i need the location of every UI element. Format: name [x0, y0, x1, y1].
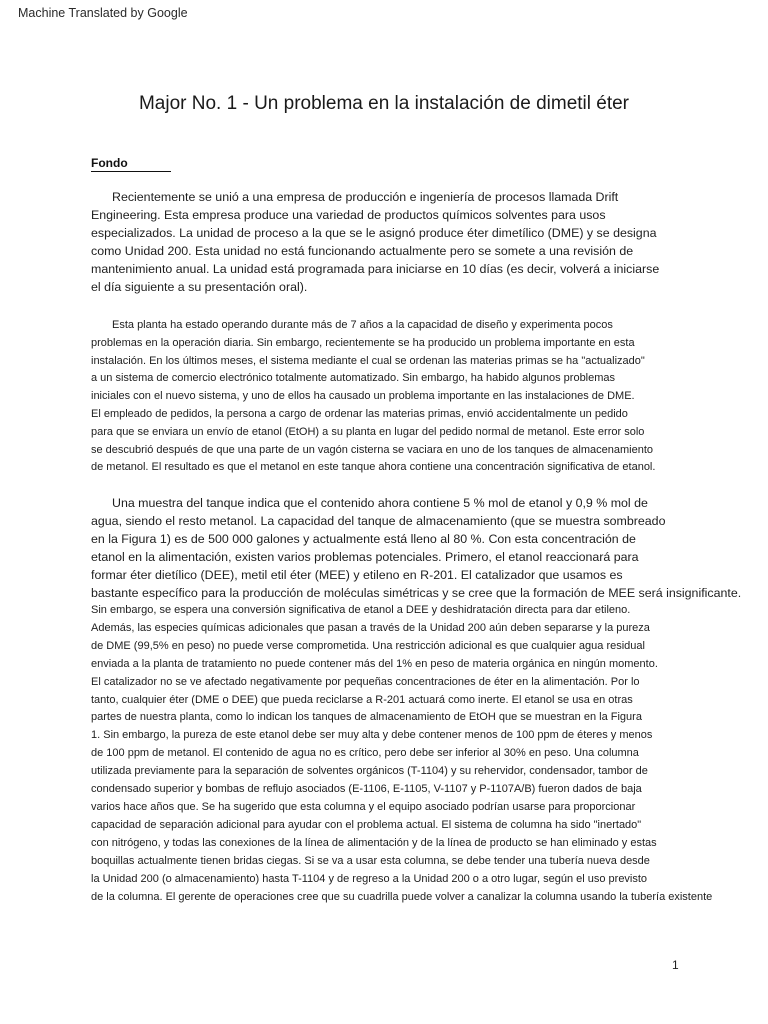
- paragraph-4: [91, 602, 712, 906]
- text-line: la Unidad 200 (o almacenamiento) hasta T-1104 y de regreso a la Unidad 200 o a otro lugar, según el uso previsto: [91, 872, 648, 885]
- text-line: El catalizador no se ve afectado negativamente por pequeñas concentraciones de éter en la alimentación. Por lo: [91, 675, 640, 688]
- text-line: de 100 ppm de metanol. El contenido de agua no es crítico, pero debe ser inferior al 30% en peso. Una columna: [91, 747, 639, 760]
- text-line: de la columna. El gerente de operaciones cree que su cuadrilla puede volver a canalizar la columna usando la tubería existente: [91, 890, 713, 903]
- text-line: etanol en la alimentación, existen varios problemas potenciales. Primero, el etanol reaccionará para: [91, 549, 639, 564]
- text-line: el día siguiente a su presentación oral).: [91, 279, 308, 294]
- text-line: como Unidad 200. Esta unidad no está funcionando actualmente pero se somete a una revisión de: [91, 243, 634, 258]
- page-number: 1: [672, 958, 679, 972]
- text-line: Sin embargo, se espera una conversión significativa de etanol a DEE y deshidratación directa para dar etileno.: [91, 604, 631, 616]
- text-line: Una muestra del tanque indica que el contenido ahora contiene 5 % mol de etanol y 0,9 % mol de: [112, 496, 648, 510]
- text-line: instalación. En los últimos meses, el sistema mediante el cual se ordenan las materias primas se ha "actualizado": [91, 354, 645, 367]
- text-line: partes de nuestra planta, como lo indican los tanques de almacenamiento de EtOH que se muestran en la Figura: [91, 711, 642, 724]
- text-line: se descubrió después de que una parte de un vagón cisterna se vaciara en uno de los tanques de almacenamiento: [91, 443, 653, 456]
- text-line: mantenimiento anual. La unidad está programada para iniciarse en 10 días (es decir, volverá a iniciarse: [91, 261, 660, 276]
- page-title: Major No. 1 - Un problema en la instalación de dimetil éter: [138, 93, 629, 114]
- paragraph-3: [91, 495, 741, 602]
- text-line: de DME (99,5% en peso) no puede verse comprometida. Una restricción adicional es que cualquier agua residual: [91, 639, 645, 652]
- text-line: 1. Sin embargo, la pureza de este etanol debe ser muy alta y debe contener menos de 100 ppm de éteres y menos: [91, 729, 653, 742]
- text-line: enviada a la planta de tratamiento no puede contener más del 1% en peso de materia orgánica en ningún momento.: [91, 657, 658, 670]
- text-line: problemas en la operación diaria. Sin embargo, recientemente se ha producido un problema importante en esta: [91, 336, 635, 349]
- machine-translation-banner: Machine Translated by Google: [18, 6, 188, 20]
- text-line: Engineering. Esta empresa produce una variedad de productos químicos solventes para usos: [91, 207, 606, 222]
- text-line: especializados. La unidad de proceso a la que se le asignó produce éter dimetílico (DME) y se designa: [91, 225, 657, 240]
- text-line: tanto, cualquier éter (DME o DEE) que pueda reciclarse a R-201 actuará como inerte. El etanol se usa en otras: [91, 693, 633, 706]
- text-line: de metanol. El resultado es que el metanol en este tanque ahora contiene una concentración significativa de etanol.: [91, 461, 656, 474]
- text-line: con nitrógeno, y todas las conexiones de la línea de alimentación y de la línea de producto se han eliminado y estas: [91, 836, 657, 849]
- paragraph-1: [91, 189, 659, 296]
- text-line: Esta planta ha estado operando durante más de 7 años a la capacidad de diseño y experimenta pocos: [112, 319, 613, 331]
- text-line: condensado superior y bombas de reflujo asociados (E-1106, E-1105, V-1107 y P-1107A/B) fueron dados de baja: [91, 783, 642, 796]
- text-line: bastante específico para la producción de moléculas simétricas y se cree que la formación de MEE será insignificante.: [91, 585, 742, 600]
- text-line: para que se enviara un envío de etanol (EtOH) a su planta en lugar del pedido normal de metanol. Este error solo: [91, 425, 645, 438]
- text-line: Recientemente se unió a una empresa de producción e ingeniería de procesos llamada Drift: [112, 190, 619, 204]
- text-line: a un sistema de comercio electrónico totalmente automatizado. Sin embargo, ha habido algunos problemas: [91, 372, 616, 385]
- text-line: iniciales con el nuevo sistema, y uno de ellos ha causado un problema importante en las instalaciones de DME.: [91, 390, 635, 403]
- paragraph-2: [91, 317, 655, 477]
- section-heading: Fondo: [91, 156, 128, 170]
- text-line: Además, las especies químicas adicionales que pasan a través de la Unidad 200 aún deben separarse y la pureza: [91, 621, 650, 634]
- text-line: agua, siendo el resto metanol. La capacidad del tanque de almacenamiento (que se muestra sombreado: [91, 513, 666, 528]
- text-line: en la Figura 1) es de 500 000 galones y actualmente está lleno al 80 %. Con esta concentración de: [91, 531, 636, 546]
- text-line: boquillas actualmente tienen bridas ciegas. Si se va a usar esta columna, se debe tender una tubería nueva desde: [91, 854, 650, 867]
- text-line: varios hace años que. Se ha sugerido que esta columna y el equipo asociado podrían usarse para proporcionar: [91, 800, 636, 813]
- text-line: El empleado de pedidos, la persona a cargo de ordenar las materias primas, envió accidentalmente un pedido: [91, 407, 628, 420]
- text-line: utilizada previamente para la separación de solventes orgánicos (T-1104) y su rehervidor, condensador, tambor de: [91, 765, 648, 778]
- section-heading-underline: [91, 171, 171, 172]
- text-line: capacidad de separación adicional para ayudar con el problema actual. El sistema de columna ha sido "inertado": [91, 818, 642, 831]
- text-line: formar éter dietílico (DEE), metil etil éter (MEE) y etileno en R-201. El catalizador que usamos es: [91, 567, 623, 582]
